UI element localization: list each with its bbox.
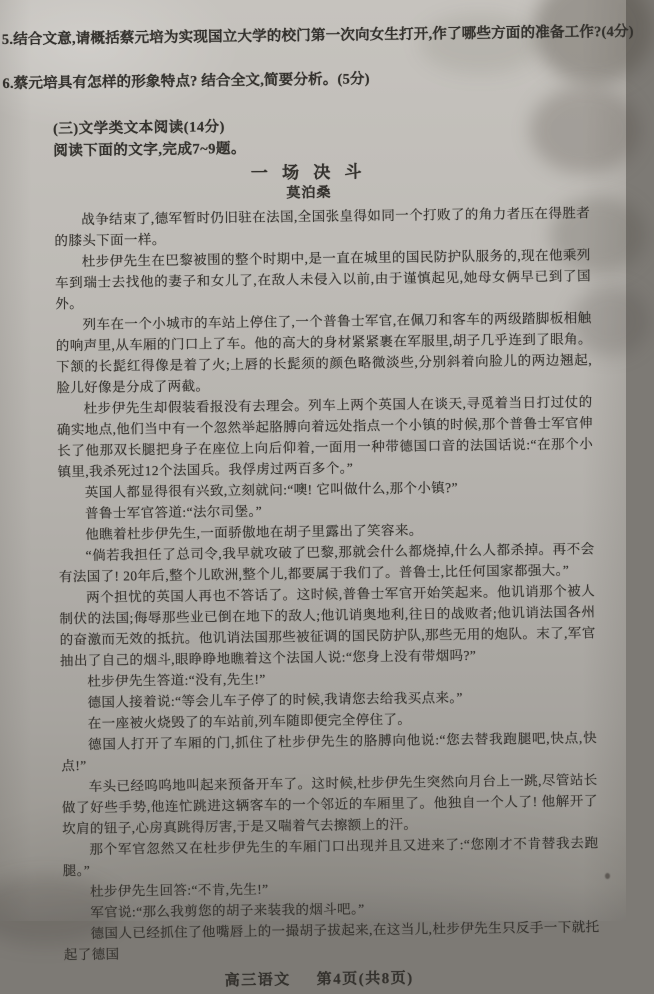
passage-paragraph: 战争结束了,德军暂时仍旧驻在法国,全国张皇得如同一个打败了的角力者压在得胜者的膝头下面一样。: [54, 202, 591, 251]
passage-paragraph: 英国人都显得很有兴致,立刻就问:“噢! 它叫做什么,那个小镇?”: [58, 475, 594, 503]
page-footer: [6, 966, 632, 994]
footer-course: 高三语文: [225, 972, 291, 989]
question-6: 6.蔡元培具有怎样的形象特点? 结合全文,简要分析。(5分): [2, 66, 616, 94]
passage-paragraph: 杜步伊先生却假装看报没有去理会。列车上两个英国人在谈天,寻觅着当日打过仗的确实地点,他们当中有一个忽然举起胳膊向着远处指点一个小镇的时候,那个普鲁士军官伸长了他那双长腿把身子在座位上向后仰着,一面用一种带德国口音的法国话说:“在那个小镇里,我杀死过12个法国兵。我俘虏过两百多个。”: [57, 391, 594, 482]
passage-title: 一 场 决 斗: [0, 158, 622, 188]
passage-author: 莫泊桑: [0, 180, 622, 208]
passage-paragraph: 列车在一个小城市的车站上停住了,一个普鲁士军官,在佩刀和客车的两级踏脚板相触的响声里,从车厢的门口上了车。他的高大的身材紧紧裹在军服里,胡子几乎连到了眼角。下颔的长髭红得像是着了火;上唇的长髭须的颜色略微淡些,分别斜着向脸儿的两边翘起,脸儿好像是分成了两截。: [55, 307, 592, 398]
footer-page-info: 第4页(共8页): [317, 971, 414, 988]
passage-paragraph: 杜步伊先生答道:“没有,先生!”: [60, 664, 596, 692]
passage-paragraphs: [54, 202, 600, 965]
passage-paragraph: 在一座被火烧毁了的车站前,列车随即便完全停住了。: [61, 706, 597, 734]
passage-paragraph: 德国人打开了车厢的门,抓住了杜步伊先生的胳膊向他说:“您去替我跑腿吧,快点,快点!”: [61, 727, 598, 776]
question-5: 5.结合文意,请概括蔡元培为实现国立大学的校门第一次向女生打开,作了哪些方面的准备工作?(4分): [2, 22, 616, 50]
passage-paragraph: 那个军官忽然又在杜步伊先生的车厢门口出现并且又进来了:“您刚才不肯替我去跑腿。”: [62, 832, 599, 881]
passage-paragraph: 车头已经呜呜地叫起来预备开车了。这时候,杜步伊先生突然向月台上一跳,尽管站长做了好些手势,他连忙跳进这辆客车的一个邻近的车厢里了。他独自一个人了! 他解开了坎肩的钮子,心房真跳得厉害,于是又喘着气去擦额上的汗。: [62, 769, 599, 839]
passage-paragraph: 他瞧着杜步伊先生,一面骄傲地在胡子里露出了笑容来。: [58, 517, 594, 545]
passage-paragraph: 德国人接着说:“等会儿车子停了的时候,我请您去给我买点来。”: [60, 685, 596, 713]
section-instruction: 阅读下面的文字,完成7~9题。: [53, 134, 621, 161]
passage-paragraph: 杜步伊先生在巴黎被围的整个时期中,是一直在城里的国民防护队服务的,现在他乘列车到瑞士去找他的妻子和女儿了,在敌人未侵入以前,由于谨慎起见,她母女俩早已到了国外。: [55, 244, 592, 314]
passage-paragraph: 杜步伊先生回答:“不肯,先生!”: [63, 874, 599, 902]
section-heading: (三)文学类文本阅读(14分): [53, 112, 621, 139]
passage-paragraph: 军官说:“那么我剪您的胡子来装我的烟斗吧。”: [63, 895, 599, 923]
passage-paragraph: 普鲁士军官答道:“法尔司堡。”: [58, 496, 594, 524]
passage-paragraph: “倘若我担任了总司令,我早就攻破了巴黎,那就会什么都烧掉,什么人都杀掉。再不会有法国了! 20年后,整个儿欧洲,整个儿,都要属于我们了。普鲁士,比任何国家都强大。”: [58, 538, 595, 587]
passage-paragraph: 两个担忧的英国人再也不答话了。这时候,普鲁士军官开始笑起来。他讥诮那个被人制伏的法国;侮辱那些业已倒在地下的敌人;他讥诮奥地利,往日的战败者;他讥诮法国各州的奋激而无效的抵抗。他讥诮法国那些被征调的国民防护队,那些无用的炮队。末了,军官抽出了自己的烟斗,眼睁睁地瞧着这个法国人说:“您身上没有带烟吗?”: [59, 580, 596, 671]
passage-paragraph: 德国人已经抓住了他嘴唇上的一撮胡子拔起来,在这当儿,杜步伊先生只反手一下就托起了德国: [63, 916, 600, 965]
